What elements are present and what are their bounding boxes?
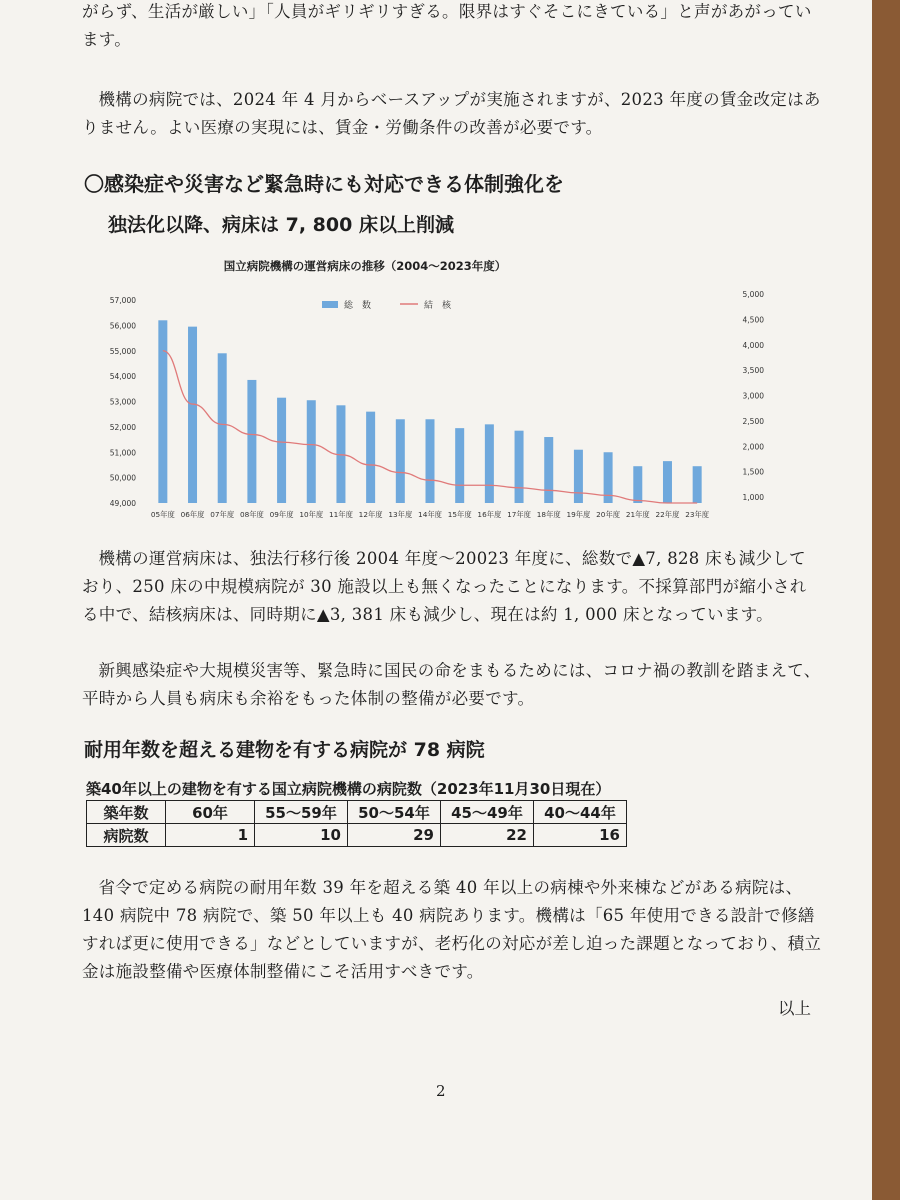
right-tick-label: 1,500: [742, 467, 764, 477]
right-tick-label: 3,500: [742, 366, 764, 376]
x-tick-label: 09年度: [269, 510, 294, 519]
legend-swatch-total: [322, 301, 338, 308]
right-tick-label: 2,000: [742, 442, 764, 452]
chart-title: 国立病院機構の運営病床の推移（2004～2023年度）: [223, 259, 507, 273]
x-tick-label: 07年度: [210, 510, 235, 519]
bar: [693, 466, 702, 503]
bars-group: [158, 320, 701, 503]
left-tick-label: 51,000: [109, 448, 136, 458]
heading-emergency: 〇感染症や災害など緊急時にも対応できる体制強化を: [84, 172, 564, 196]
x-tick-label: 20年度: [596, 510, 621, 519]
left-tick-label: 49,000: [109, 499, 136, 508]
x-tick-label: 17年度: [507, 510, 531, 519]
x-tick-label: 21年度: [625, 510, 650, 519]
left-tick-label: 57,000: [109, 296, 136, 305]
left-tick-label: 56,000: [109, 321, 136, 331]
paragraph-buildings: 省令で定める病院の耐用年数 39 年を超える築 40 年以上の病棟や外来棟などがある病院は、140 病院中 78 病院で、築 50 年以上も 40 病院あります。機構は「65 年使用できる設計で修繕すれば更に使用できる」などとしていますが、老朽化の対応が差し迫った課題となっており、積立金は施設整備や医療体制整備にこそ活用すべきです。: [82, 878, 822, 981]
right-axis-ticks: [743, 290, 765, 502]
bar: [188, 327, 197, 503]
x-tick-label: 23年度: [685, 510, 710, 519]
table-cell: 1: [166, 824, 255, 847]
col-header: 40～44年: [534, 801, 627, 824]
building-age-table: [86, 800, 627, 847]
left-tick-label: 52,000: [109, 422, 136, 432]
x-tick-label: 13年度: [388, 510, 413, 519]
bed-chart: [100, 255, 764, 530]
x-tick-label: 18年度: [536, 510, 561, 519]
x-tick-label: 19年度: [566, 510, 591, 519]
paragraph-beds: 機構の運営病床は、独法行移行後 2004 年度～20023 年度に、総数で▲7, 828 床も減少しており、250 床の中規模病院が 30 施設以上も無くなったことになります。不採算部門が縮小される中で、結核病床は、同時期に▲3, 381 床も減少し、現在は約 1, 000 床となっています。: [82, 549, 807, 624]
right-tick-label: 4,000: [742, 340, 764, 350]
x-tick-label: 06年度: [180, 510, 205, 519]
bar: [544, 437, 553, 503]
left-tick-label: 55,000: [109, 346, 136, 356]
legend-label-tb: 結 核: [424, 301, 452, 311]
right-tick-label: 3,000: [742, 391, 764, 401]
table-cell: 16: [534, 824, 627, 847]
row-header-age: 築年数: [87, 801, 166, 824]
table-caption: 築40年以上の建物を有する国立病院機構の病院数（2023年11月30日現在）: [86, 780, 611, 798]
x-tick-label: 11年度: [329, 510, 353, 519]
right-tick-label: 5,000: [742, 290, 764, 299]
paragraph-emergency: 新興感染症や大規模災害等、緊急時に国民の命をまもるためには、コロナ禍の教訓を踏まえて、平時から人員も病床も余裕をもった体制の整備が必要です。: [82, 661, 821, 708]
bar: [158, 320, 167, 503]
x-tick-label: 12年度: [358, 510, 383, 519]
x-tick-label: 16年度: [477, 510, 502, 519]
left-tick-label: 53,000: [109, 397, 136, 407]
legend-label-total: 総 数: [344, 301, 372, 311]
row-header-count: 病院数: [87, 824, 166, 847]
table-row: [87, 801, 627, 824]
bar: [247, 380, 256, 503]
left-tick-label: 54,000: [109, 372, 136, 382]
col-header: 50～54年: [348, 801, 441, 824]
x-axis-labels: [151, 510, 710, 519]
bar: [307, 400, 316, 503]
x-tick-label: 22年度: [655, 510, 680, 519]
chart-legend: [322, 299, 452, 311]
right-tick-label: 2,500: [742, 416, 764, 426]
col-header: 60年: [166, 801, 255, 824]
page-number: 2: [436, 1082, 446, 1100]
heading-old-buildings: 耐用年数を超える建物を有する病院が 78 病院: [84, 739, 485, 761]
left-axis-ticks: [110, 296, 136, 508]
x-tick-label: 08年度: [239, 510, 264, 519]
bar: [396, 419, 405, 503]
bed-chart-svg: [100, 255, 764, 530]
x-tick-label: 14年度: [418, 510, 442, 519]
heading-bed-reduction: 独法化以降、病床は 7, 800 床以上削減: [108, 214, 454, 236]
bar: [633, 466, 642, 503]
table-cell: 29: [348, 824, 441, 847]
table-cell: 22: [441, 824, 534, 847]
x-tick-label: 10年度: [299, 510, 324, 519]
table-row: [87, 824, 627, 847]
bar: [485, 424, 494, 503]
col-header: 55～59年: [255, 801, 348, 824]
bar: [663, 461, 672, 503]
bar: [515, 431, 524, 503]
col-header: 45～49年: [441, 801, 534, 824]
x-tick-label: 05年度: [150, 510, 175, 519]
x-tick-label: 15年度: [447, 510, 472, 519]
bar: [426, 419, 435, 503]
paragraph-intro: がらず、生活が厳しい」「人員がギリギリすぎる。限界はすぐそこにきている」と声があがっています。: [82, 2, 812, 49]
bar: [277, 398, 286, 503]
bar: [366, 412, 375, 503]
bar: [574, 450, 583, 503]
left-tick-label: 50,000: [109, 473, 136, 483]
paragraph-baseup: 機構の病院では、2024 年 4 月からベースアップが実施されますが、2023 年度の賃金改定はありません。よい医療の実現には、賃金・労働条件の改善が必要です。: [82, 90, 821, 137]
table-cell: 10: [255, 824, 348, 847]
closing-text: 以上: [778, 999, 811, 1018]
bar: [218, 353, 227, 503]
right-tick-label: 1,000: [742, 493, 764, 502]
bar: [455, 428, 464, 503]
right-tick-label: 4,500: [742, 315, 764, 325]
